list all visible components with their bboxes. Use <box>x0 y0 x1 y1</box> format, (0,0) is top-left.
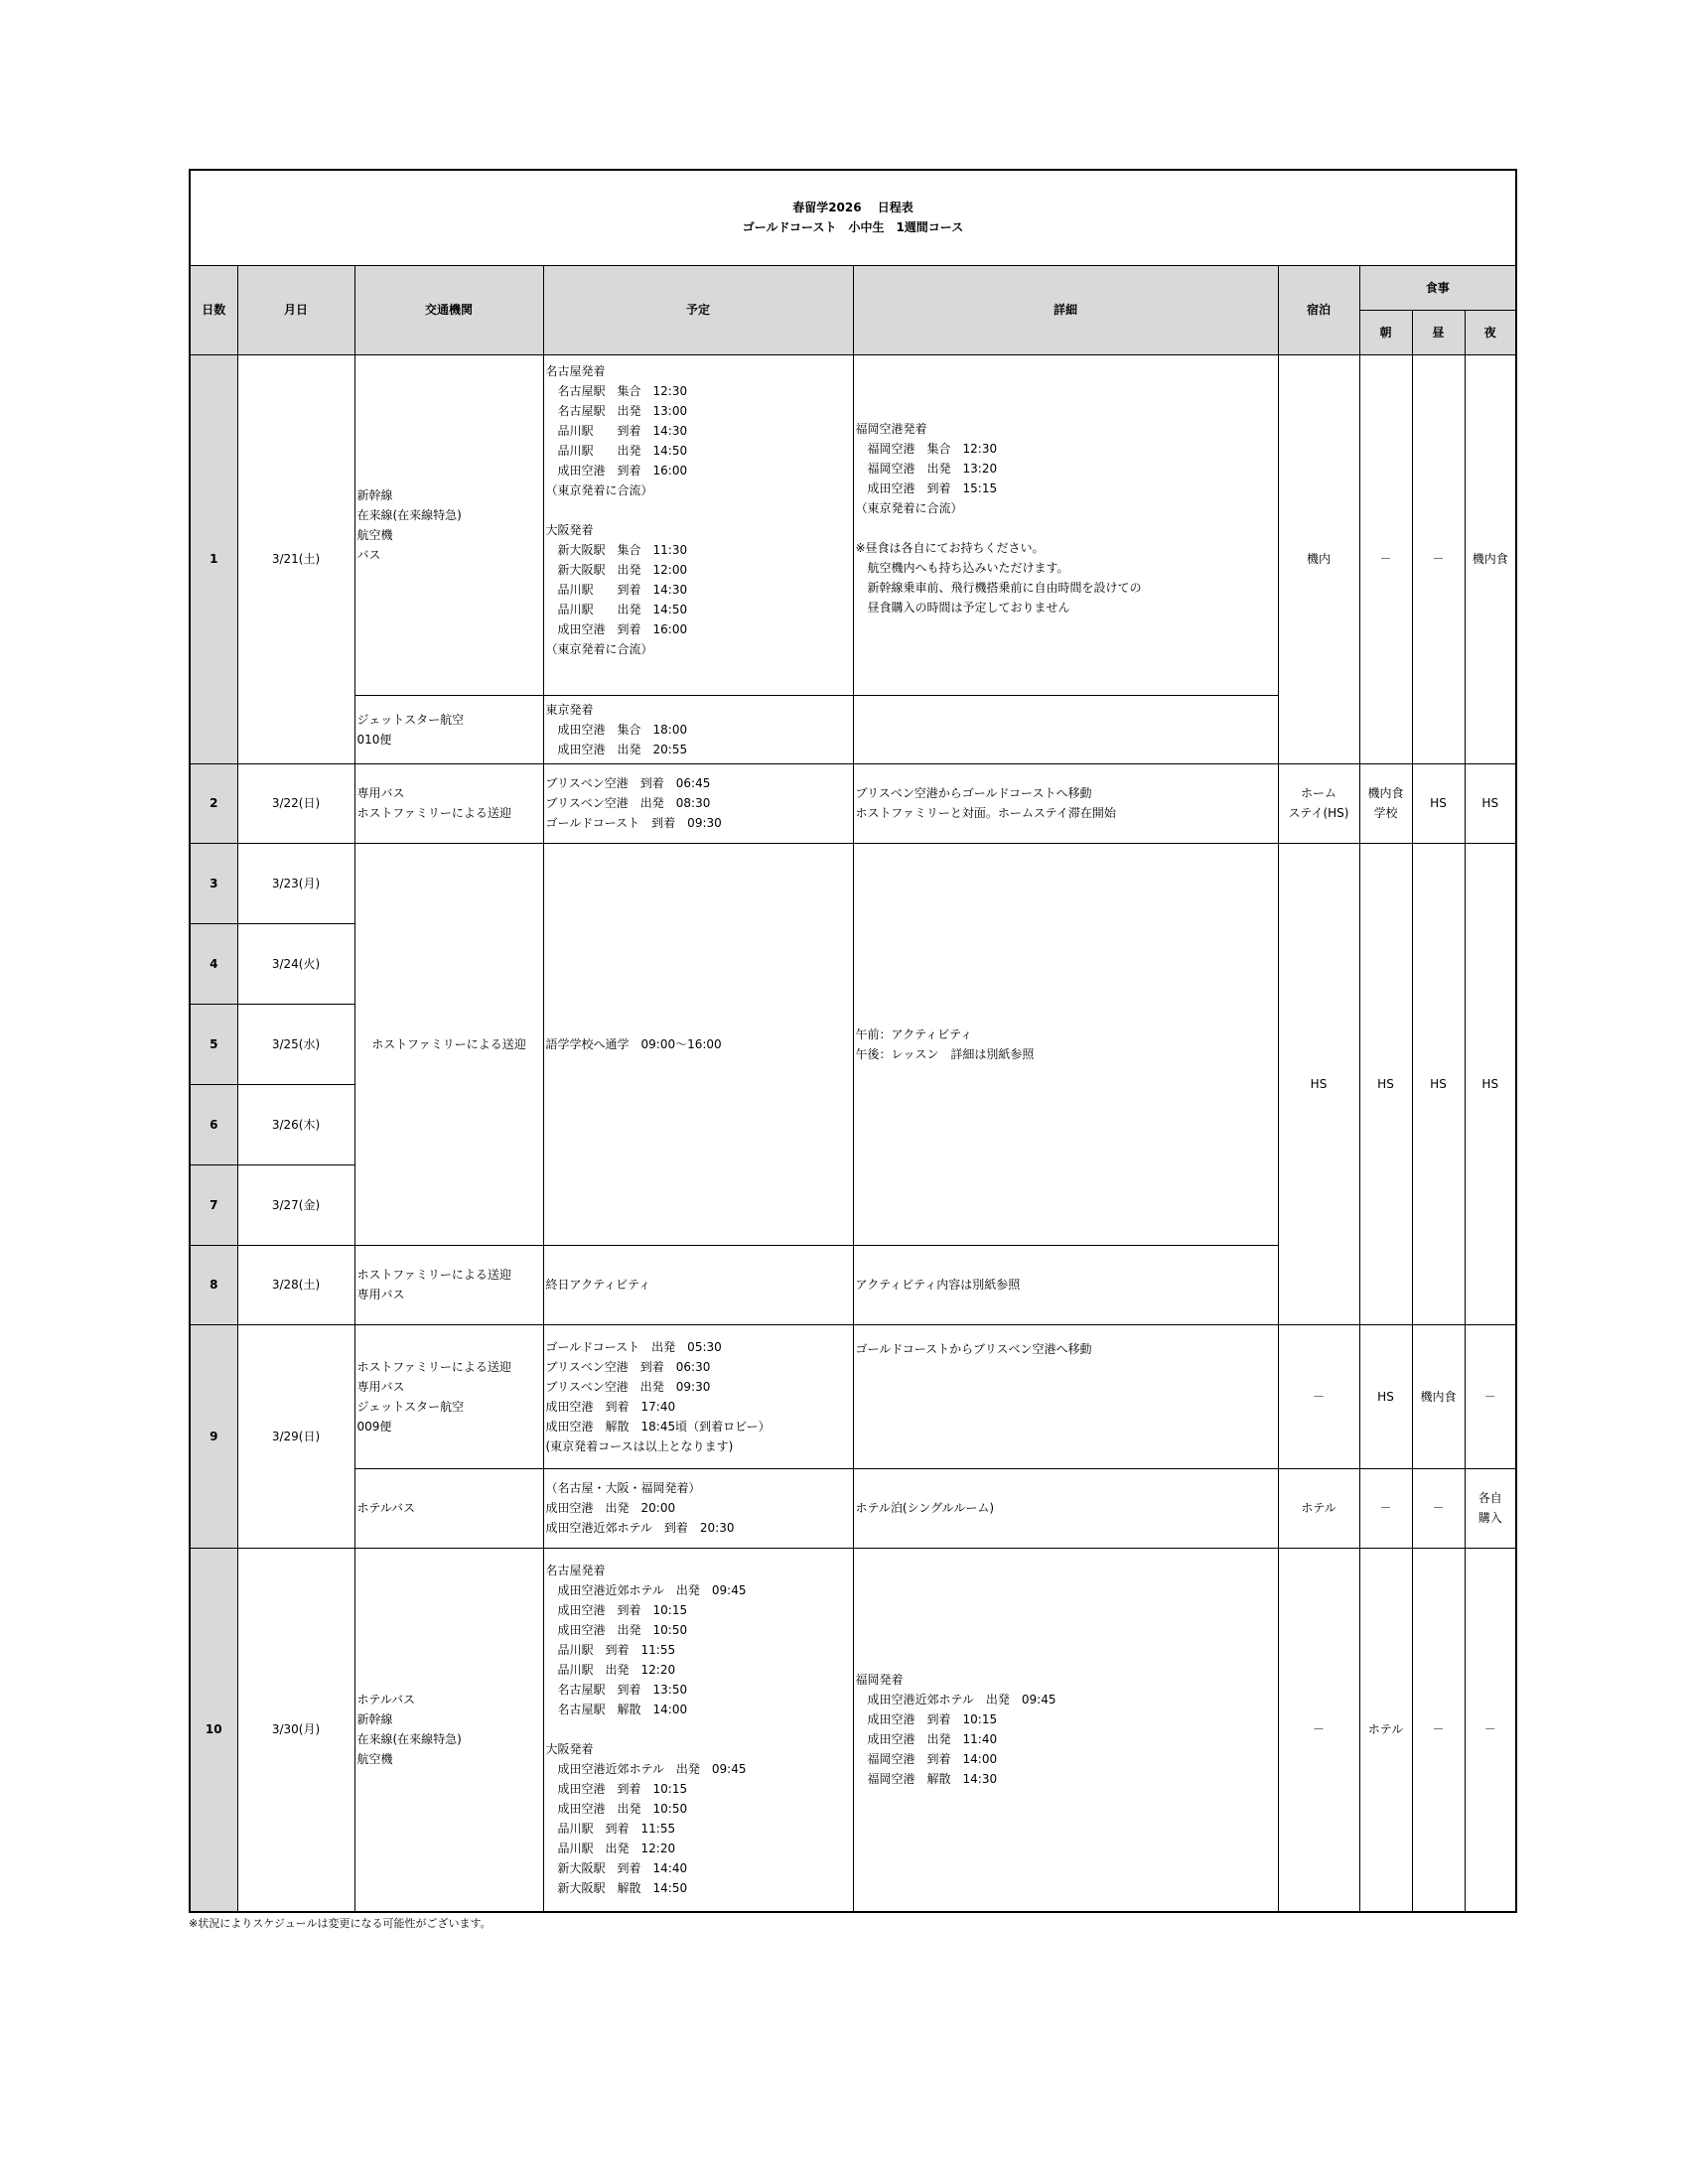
details-cell: 午前：アクティビティ 午後：レッスン 詳細は別紙参照 <box>853 843 1278 1245</box>
lunch-cell: HS <box>1412 843 1465 1324</box>
lodging-cell: 機内 <box>1278 354 1359 763</box>
table-row <box>190 1324 1516 1468</box>
schedule-cell: 名古屋発着 名古屋駅 集合 12:30 名古屋駅 出発 13:00 品川駅 到着 14:30 品川駅 出発 14:50 成田空港 到着 16:00 （東京発着に合流） 大阪発着 新大阪駅 集合 11:30 新大阪駅 出発 12:00 品川駅 到着 14:30 品川駅 出発 14:50 成田空港 到着 16:00 （東京発着に合流） <box>543 354 853 695</box>
day-date: 3/22(日) <box>237 763 354 843</box>
table-row <box>190 1468 1516 1548</box>
transport-cell: 専用バス ホストファミリーによる送迎 <box>354 763 543 843</box>
page-title <box>190 170 1516 265</box>
table-row <box>190 843 1516 923</box>
lodging-cell: HS <box>1278 843 1359 1324</box>
table-row <box>190 763 1516 843</box>
lodging-cell: ホテル <box>1278 1468 1359 1548</box>
title-line-2: ゴールドコースト 小中生 1週間コース <box>742 220 964 235</box>
dinner-cell: HS <box>1465 843 1516 1324</box>
lodging-cell: － <box>1278 1548 1359 1912</box>
day-number: 7 <box>190 1164 237 1245</box>
transport-cell: ホテルバス 新幹線 在来線(在来線特急) 航空機 <box>354 1548 543 1912</box>
lunch-cell: 機内食 <box>1412 1324 1465 1468</box>
transport-cell: ホストファミリーによる送迎 <box>354 843 543 1245</box>
dinner-cell: － <box>1465 1548 1516 1912</box>
day-date: 3/27(金) <box>237 1164 354 1245</box>
day-number: 4 <box>190 923 237 1004</box>
details-cell: アクティビティ内容は別紙参照 <box>853 1245 1278 1324</box>
schedule-cell: 終日アクティビティ <box>543 1245 853 1324</box>
details-cell: ブリスベン空港からゴールドコーストへ移動 ホストファミリーと対面。ホームステイ滞在開始 <box>853 763 1278 843</box>
day-number: 1 <box>190 354 237 763</box>
footnote: ※状況によりスケジュールは変更になる可能性がございます。 <box>189 1917 492 1930</box>
day-date: 3/25(水) <box>237 1004 354 1084</box>
day-date: 3/28(土) <box>237 1245 354 1324</box>
header-date: 月日 <box>237 265 354 354</box>
breakfast-cell: HS <box>1359 843 1412 1324</box>
lunch-cell: － <box>1412 1548 1465 1912</box>
lodging-cell: － <box>1278 1324 1359 1468</box>
breakfast-cell: 機内食 学校 <box>1359 763 1412 843</box>
lunch-cell: － <box>1412 354 1465 763</box>
details-cell: 福岡発着 成田空港近郊ホテル 出発 09:45 成田空港 到着 10:15 成田空港 出発 11:40 福岡空港 到着 14:00 福岡空港 解散 14:30 <box>853 1548 1278 1912</box>
transport-cell: ホテルバス <box>354 1468 543 1548</box>
transport-cell: ホストファミリーによる送迎 専用バス ジェットスター航空 009便 <box>354 1324 543 1468</box>
day-number: 9 <box>190 1324 237 1548</box>
schedule-cell: 語学学校へ通学 09:00～16:00 <box>543 843 853 1245</box>
day-number: 3 <box>190 843 237 923</box>
dinner-cell: 各自 購入 <box>1465 1468 1516 1548</box>
table-row <box>190 1548 1516 1912</box>
transport-cell: ホストファミリーによる送迎 専用バス <box>354 1245 543 1324</box>
schedule-cell: 東京発着 成田空港 集合 18:00 成田空港 出発 20:55 <box>543 695 853 763</box>
table-row <box>190 354 1516 695</box>
header-dinner: 夜 <box>1465 310 1516 354</box>
header-details: 詳細 <box>853 265 1278 354</box>
details-cell: ホテル泊(シングルルーム) <box>853 1468 1278 1548</box>
day-date: 3/29(日) <box>237 1324 354 1548</box>
schedule-table <box>189 169 1517 1913</box>
header-lunch: 昼 <box>1412 310 1465 354</box>
schedule-sheet <box>189 169 1515 1931</box>
day-number: 5 <box>190 1004 237 1084</box>
header-lodging: 宿泊 <box>1278 265 1359 354</box>
lunch-cell: HS <box>1412 763 1465 843</box>
lodging-cell: ホーム ステイ(HS) <box>1278 763 1359 843</box>
day-number: 2 <box>190 763 237 843</box>
header-schedule: 予定 <box>543 265 853 354</box>
day-number: 10 <box>190 1548 237 1912</box>
schedule-cell: ブリスベン空港 到着 06:45 ブリスベン空港 出発 08:30 ゴールドコースト 到着 09:30 <box>543 763 853 843</box>
transport-cell: ジェットスター航空 010便 <box>354 695 543 763</box>
lunch-cell: － <box>1412 1468 1465 1548</box>
breakfast-cell: － <box>1359 1468 1412 1548</box>
day-date: 3/30(月) <box>237 1548 354 1912</box>
details-cell: 福岡空港発着 福岡空港 集合 12:30 福岡空港 出発 13:20 成田空港 到着 15:15 （東京発着に合流） ※昼食は各自にてお持ちください。 航空機内へも持ち込みいただけます。 新幹線乗車前、飛行機搭乗前に自由時間を設けての 昼食購入の時間は予定しておりません <box>853 354 1278 695</box>
dinner-cell: 機内食 <box>1465 354 1516 763</box>
dinner-cell: HS <box>1465 763 1516 843</box>
day-date: 3/26(木) <box>237 1084 354 1164</box>
schedule-cell: （名古屋・大阪・福岡発着） 成田空港 出発 20:00 成田空港近郊ホテル 到着 20:30 <box>543 1468 853 1548</box>
header-breakfast: 朝 <box>1359 310 1412 354</box>
dinner-cell: － <box>1465 1324 1516 1468</box>
day-date: 3/24(火) <box>237 923 354 1004</box>
details-cell: ゴールドコーストからブリスベン空港へ移動 <box>853 1324 1278 1468</box>
header-day: 日数 <box>190 265 237 354</box>
day-number: 8 <box>190 1245 237 1324</box>
breakfast-cell: － <box>1359 354 1412 763</box>
header-transport: 交通機関 <box>354 265 543 354</box>
schedule-cell: ゴールドコースト 出発 05:30 ブリスベン空港 到着 06:30 ブリスベン空港 出発 09:30 成田空港 到着 17:40 成田空港 解散 18:45頃（到着ロビー） (東京発着コースは以上となります) <box>543 1324 853 1468</box>
schedule-cell: 名古屋発着 成田空港近郊ホテル 出発 09:45 成田空港 到着 10:15 成田空港 出発 10:50 品川駅 到着 11:55 品川駅 出発 12:20 名古屋駅 到着 13:50 名古屋駅 解散 14:00 大阪発着 成田空港近郊ホテル 出発 09:45 成田空港 到着 10:15 成田空港 出発 10:50 品川駅 到着 11:55 品川駅 出発 12:20 新大阪駅 到着 14:40 新大阪駅 解散 14:50 <box>543 1548 853 1912</box>
header-meals: 食事 <box>1359 265 1516 310</box>
details-cell <box>853 695 1278 763</box>
day-number: 6 <box>190 1084 237 1164</box>
title-line-1: 春留学2026 日程表 <box>792 201 914 215</box>
breakfast-cell: HS <box>1359 1324 1412 1468</box>
breakfast-cell: ホテル <box>1359 1548 1412 1912</box>
transport-cell: 新幹線 在来線(在来線特急) 航空機 バス <box>354 354 543 695</box>
day-date: 3/21(土) <box>237 354 354 763</box>
day-date: 3/23(月) <box>237 843 354 923</box>
